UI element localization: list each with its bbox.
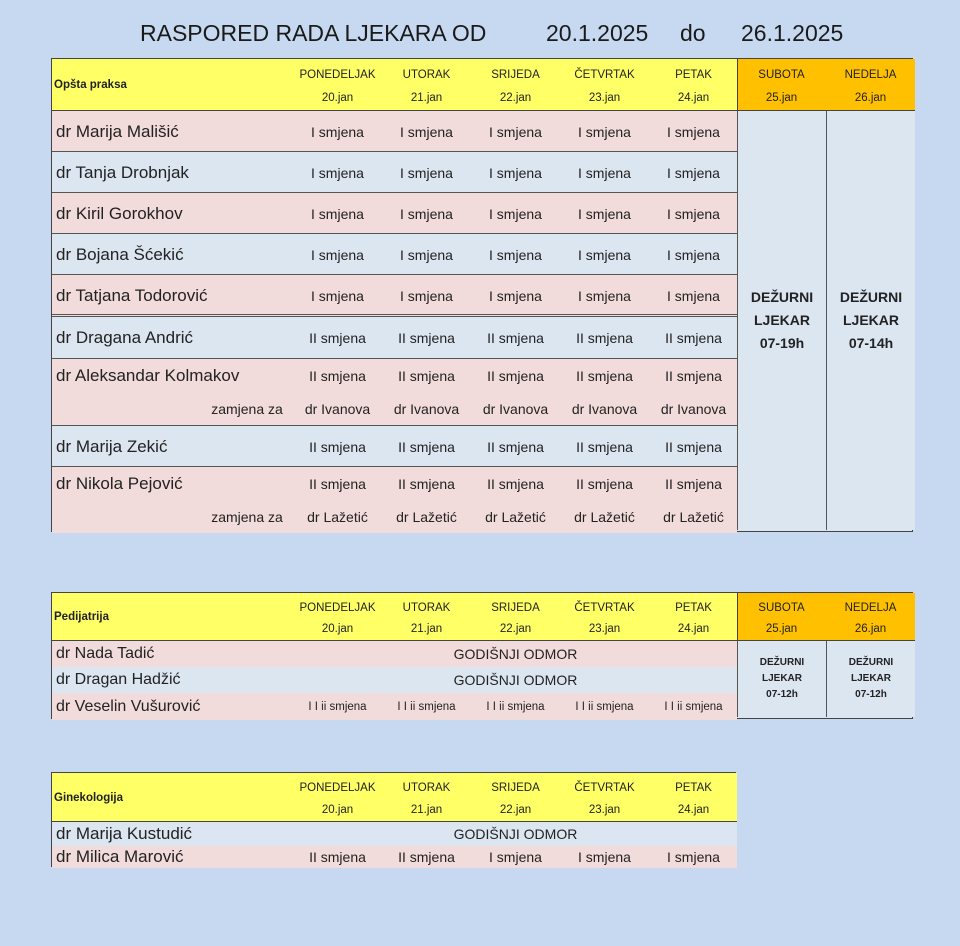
day-date: 24.jan [677,92,710,104]
shift-cell: I smjena [400,164,453,181]
doctor-name: dr Veselin Vušurović [56,697,201,715]
shift-cell: II smjena [487,438,544,455]
day-name-utorak: UTORAK [402,69,451,81]
day-date: 23.jan [588,623,621,635]
day-name-subota: SUBOTA [758,602,805,614]
duty-text: 07-12h [766,689,798,700]
shift-cell: I smjena [311,123,364,140]
shift-cell: II smjena [665,367,722,384]
substitution-label: zamjena za [211,401,283,418]
duty-text: LJEKAR [761,673,802,684]
vacation-label: GODIŠNJI ODMOR [453,672,578,688]
day-name-četvrtak: ČETVRTAK [574,602,635,614]
shift-cell: II smjena [576,330,633,346]
shift-cell: I smjena [578,164,631,181]
schedule-table-ginekologija [51,772,736,867]
doctor-name: dr Nikola Pejović [56,473,183,493]
day-name-petak: PETAK [675,69,712,81]
duty-text: LJEKAR [753,312,810,328]
substitute-cell: dr Ivanova [571,401,638,418]
vacation-label: GODIŠNJI ODMOR [453,826,578,842]
weekend-duty-cell [737,111,826,530]
shift-cell: II smjena [487,475,544,492]
day-date: 22.jan [499,623,532,635]
substitute-cell: dr Lažetić [396,508,457,525]
day-name-utorak: UTORAK [402,602,451,614]
section-name: Pedijatrija [54,611,109,623]
shift-cell: II smjena [309,367,366,384]
day-date: 26.jan [854,92,887,104]
day-date: 22.jan [499,803,532,816]
shift-cell: I smjena [489,205,542,222]
shift-cell: I smjena [489,123,542,140]
substitute-cell: dr Ivanova [304,401,371,418]
substitute-cell: dr Ivanova [482,401,549,418]
day-date: 25.jan [765,92,798,104]
schedule-table-pedijatrija [51,592,913,719]
doctor-name: dr Milica Marović [56,847,184,866]
weekend-duty-cell [826,111,915,530]
doctor-name: dr Marija Kustudić [56,824,193,843]
day-date: 24.jan [677,803,710,816]
day-date: 21.jan [410,623,443,635]
day-name-petak: PETAK [675,602,712,614]
shift-cell: I smjena [578,246,631,263]
shift-cell: I smjena [311,164,364,181]
day-name-srijeda: SRIJEDA [491,602,540,614]
shift-cell: I smjena [667,288,720,304]
shift-cell: I smjena [311,205,364,222]
shift-cell: I smjena [489,288,542,304]
day-date: 22.jan [499,92,532,104]
doctor-name: dr Tanja Drobnjak [56,162,189,182]
shift-cell: I smjena [578,288,631,304]
day-name-subota: SUBOTA [758,69,805,81]
doctor-name: dr Dragan Hadžić [56,671,181,688]
day-date: 23.jan [588,803,621,816]
shift-cell: I smjena [400,246,453,263]
shift-cell: I smjena [400,288,453,304]
day-date: 23.jan [588,92,621,104]
shift-cell: I smjena [578,205,631,222]
doctor-name: dr Tatjana Todorović [56,286,208,305]
shift-cell: I smjena [667,164,720,181]
day-date: 24.jan [677,623,710,635]
shift-cell: II smjena [309,438,366,455]
shift-cell: I smjena [578,123,631,140]
day-date: 20.jan [321,803,354,816]
section-name: Opšta praksa [54,79,127,91]
date-from: 20.1.2025 [546,20,649,46]
day-name-utorak: UTORAK [402,782,451,795]
shift-cell: I I ii smjena [308,700,367,713]
duty-text: DEŽURNI [848,657,894,668]
substitution-label: zamjena za [211,508,283,525]
substitute-cell: dr Lažetić [574,508,635,525]
doctor-name: dr Kiril Gorokhov [56,203,183,223]
duty-text: DEŽURNI [759,657,805,668]
day-date: 26.jan [854,623,887,635]
day-name-ponedeljak: PONEDELJAK [299,69,376,81]
shift-cell: I smjena [667,123,720,140]
shift-cell: II smjena [398,475,455,492]
shift-cell: I I ii smjena [397,700,456,713]
shift-cell: II smjena [576,367,633,384]
shift-cell: II smjena [576,438,633,455]
shift-cell: II smjena [309,849,366,865]
doctor-name: dr Marija Mališić [56,121,179,141]
shift-cell: I I ii smjena [575,700,634,713]
shift-cell: I smjena [311,246,364,263]
doctor-name: dr Marija Zekić [56,436,168,456]
shift-cell: II smjena [576,475,633,492]
section-name: Ginekologija [54,791,124,804]
duty-text: 07-19h [759,335,805,351]
date-to: 26.1.2025 [741,20,844,46]
shift-cell: II smjena [398,367,455,384]
day-name-petak: PETAK [675,782,712,795]
doctor-name: dr Dragana Andrić [56,328,194,347]
substitute-cell: dr Ivanova [660,401,727,418]
shift-cell: I smjena [400,205,453,222]
shift-cell: I I ii smjena [486,700,545,713]
date-separator: do [680,20,706,46]
day-name-srijeda: SRIJEDA [491,782,540,795]
shift-cell: II smjena [665,475,722,492]
schedule-table-opšta-praksa [51,58,913,532]
shift-cell: II smjena [665,438,722,455]
doctor-name: dr Aleksandar Kolmakov [56,365,240,385]
weekend-duty-cell [826,641,915,717]
duty-text: 07-14h [848,335,894,351]
day-date: 20.jan [321,623,354,635]
day-name-srijeda: SRIJEDA [491,69,540,81]
shift-cell: II smjena [309,330,366,346]
substitute-cell: dr Ivanova [393,401,460,418]
substitute-cell: dr Lažetić [485,508,546,525]
shift-cell: II smjena [487,330,544,346]
shift-cell: II smjena [398,849,455,865]
vacation-label: GODIŠNJI ODMOR [453,646,578,662]
shift-cell: II smjena [309,475,366,492]
day-name-ponedeljak: PONEDELJAK [299,602,376,614]
day-date: 21.jan [410,803,443,816]
shift-cell: II smjena [398,438,455,455]
day-date: 25.jan [765,623,798,635]
shift-cell: I smjena [578,849,631,865]
shift-cell: II smjena [665,330,722,346]
duty-text: DEŽURNI [839,289,903,305]
duty-text: 07-12h [855,689,887,700]
shift-cell: I smjena [667,205,720,222]
day-name-četvrtak: ČETVRTAK [574,782,635,795]
weekend-duty-cell [737,641,826,717]
day-date: 21.jan [410,92,443,104]
substitute-cell: dr Lažetić [307,508,368,525]
duty-text: LJEKAR [842,312,899,328]
shift-cell: I smjena [489,246,542,263]
shift-cell: I I ii smjena [664,700,723,713]
shift-cell: I smjena [667,849,720,865]
day-name-nedelja: NEDELJA [844,602,897,614]
shift-cell: I smjena [311,288,364,304]
day-date: 20.jan [321,92,354,104]
shift-cell: I smjena [489,849,542,865]
day-name-nedelja: NEDELJA [844,69,897,81]
day-name-četvrtak: ČETVRTAK [574,69,635,81]
title-text: RASPORED RADA LJEKARA OD [140,20,487,46]
shift-cell: I smjena [489,164,542,181]
doctor-name: dr Nada Tadić [56,645,155,662]
shift-cell: II smjena [487,367,544,384]
shift-cell: II smjena [398,330,455,346]
doctor-name: dr Bojana Šćekić [56,244,184,264]
shift-cell: I smjena [667,246,720,263]
substitute-cell: dr Lažetić [663,508,724,525]
day-name-ponedeljak: PONEDELJAK [299,782,376,795]
duty-text: LJEKAR [850,673,891,684]
duty-text: DEŽURNI [750,289,814,305]
shift-cell: I smjena [400,123,453,140]
